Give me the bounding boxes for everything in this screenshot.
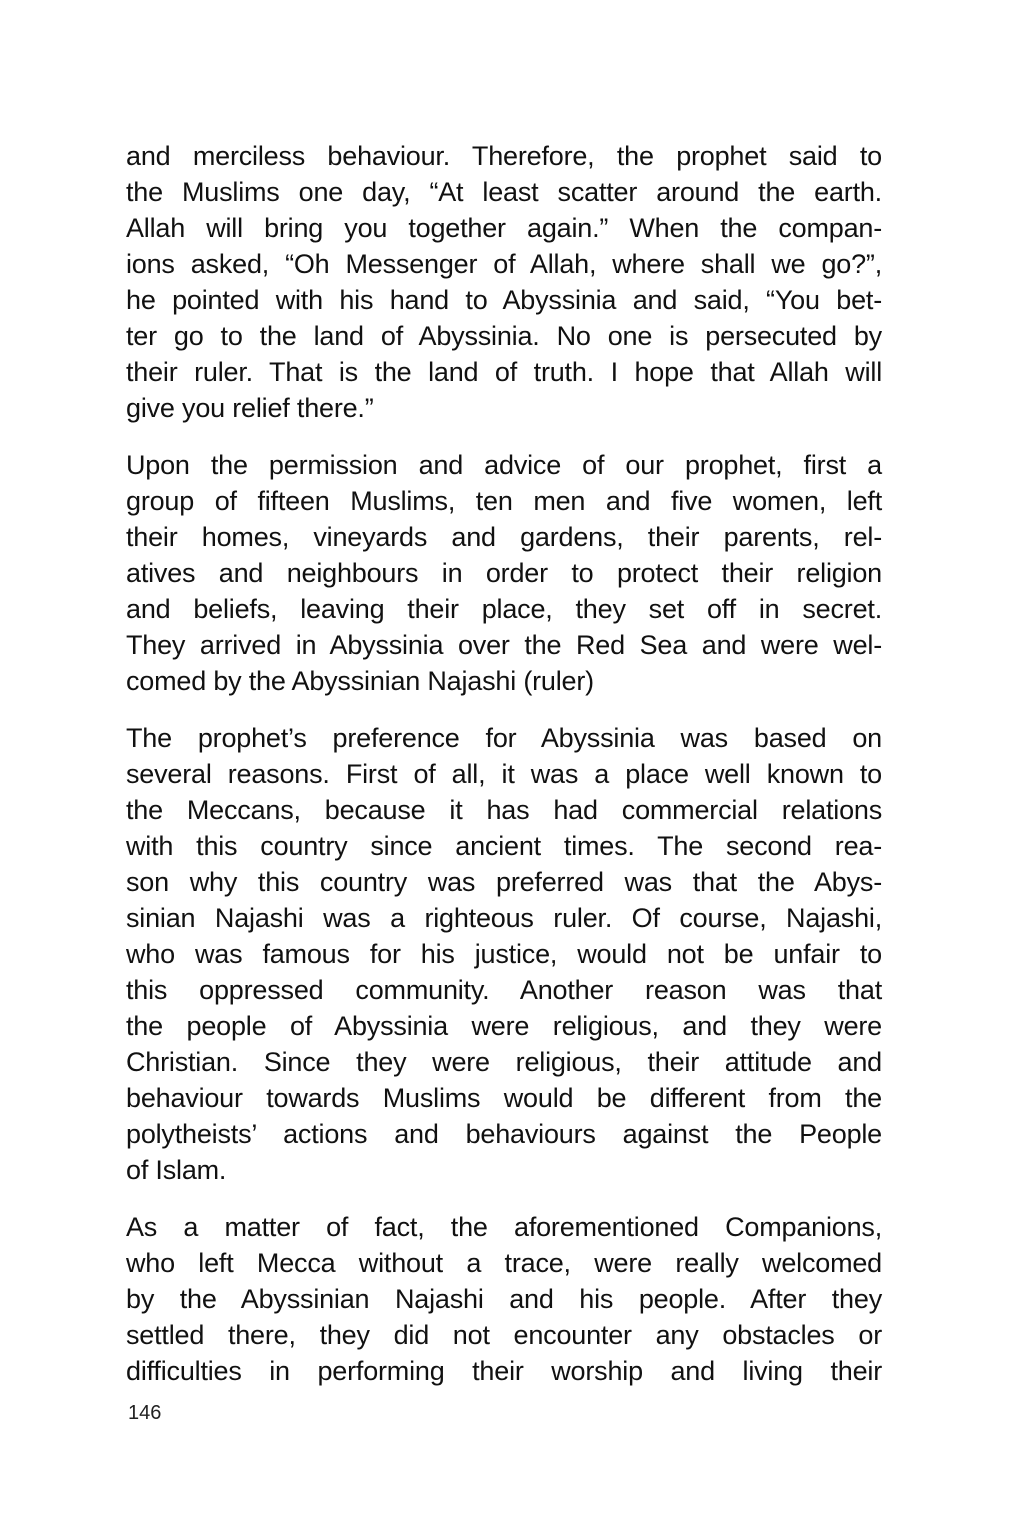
text-line: sinian Najashi was a righteous ruler. Of course, Najashi, <box>126 903 882 933</box>
text-line: ions asked, “Oh Messenger of Allah, where shall we go?”, <box>126 249 882 279</box>
text-line: by the Abyssinian Najashi and his people. After they <box>126 1284 882 1314</box>
text-line: give you relief there.” <box>126 393 374 423</box>
text-line: Christian. Since they were religious, their attitude and <box>126 1047 882 1077</box>
text-line: who was famous for his justice, would not be unfair to <box>126 939 882 969</box>
text-line: he pointed with his hand to Abyssinia and said, “You bet- <box>126 285 882 315</box>
text-line: the people of Abyssinia were religious, and they were <box>126 1011 882 1041</box>
paragraph <box>126 720 882 1188</box>
text-line: who left Mecca without a trace, were really welcomed <box>126 1248 882 1278</box>
text-line: group of fifteen Muslims, ten men and five women, left <box>126 486 882 516</box>
text-line: this oppressed community. Another reason was that <box>126 975 882 1005</box>
text-line: ter go to the land of Abyssinia. No one is persecuted by <box>126 321 882 351</box>
paragraph <box>126 1209 882 1389</box>
text-line: with this country since ancient times. The second rea- <box>126 831 882 861</box>
text-line: the Meccans, because it has had commercial relations <box>126 795 882 825</box>
text-line: They arrived in Abyssinia over the Red Sea and were wel- <box>126 630 882 660</box>
text-line: several reasons. First of all, it was a place well known to <box>126 759 882 789</box>
text-line: of Islam. <box>126 1155 227 1185</box>
text-line: atives and neighbours in order to protect their religion <box>126 558 882 588</box>
text-line: Allah will bring you together again.” When the compan- <box>126 213 882 243</box>
text-line: the Muslims one day, “At least scatter around the earth. <box>126 177 882 207</box>
text-line: comed by the Abyssinian Najashi (ruler) <box>126 666 594 696</box>
text-line: As a matter of fact, the aforementioned Companions, <box>126 1212 882 1242</box>
text-line: settled there, they did not encounter any obstacles or <box>126 1320 882 1350</box>
text-line: difficulties in performing their worship and living their <box>126 1356 882 1386</box>
text-line: their homes, vineyards and gardens, their parents, rel- <box>126 522 882 552</box>
page-number: 146 <box>128 1402 162 1424</box>
text-line: son why this country was preferred was that the Abys- <box>126 867 882 897</box>
text-line: and merciless behaviour. Therefore, the prophet said to <box>126 141 882 171</box>
paragraph <box>126 447 882 699</box>
text-line: The prophet’s preference for Abyssinia was based on <box>126 723 882 753</box>
text-line: Upon the permission and advice of our prophet, first a <box>126 450 882 480</box>
paragraph <box>126 138 882 426</box>
text-line: and beliefs, leaving their place, they set off in secret. <box>126 594 882 624</box>
text-line: behaviour towards Muslims would be different from the <box>126 1083 882 1113</box>
text-line: polytheists’ actions and behaviours against the People <box>126 1119 882 1149</box>
text-line: their ruler. That is the land of truth. I hope that Allah will <box>126 357 882 387</box>
page-body <box>126 138 882 1410</box>
